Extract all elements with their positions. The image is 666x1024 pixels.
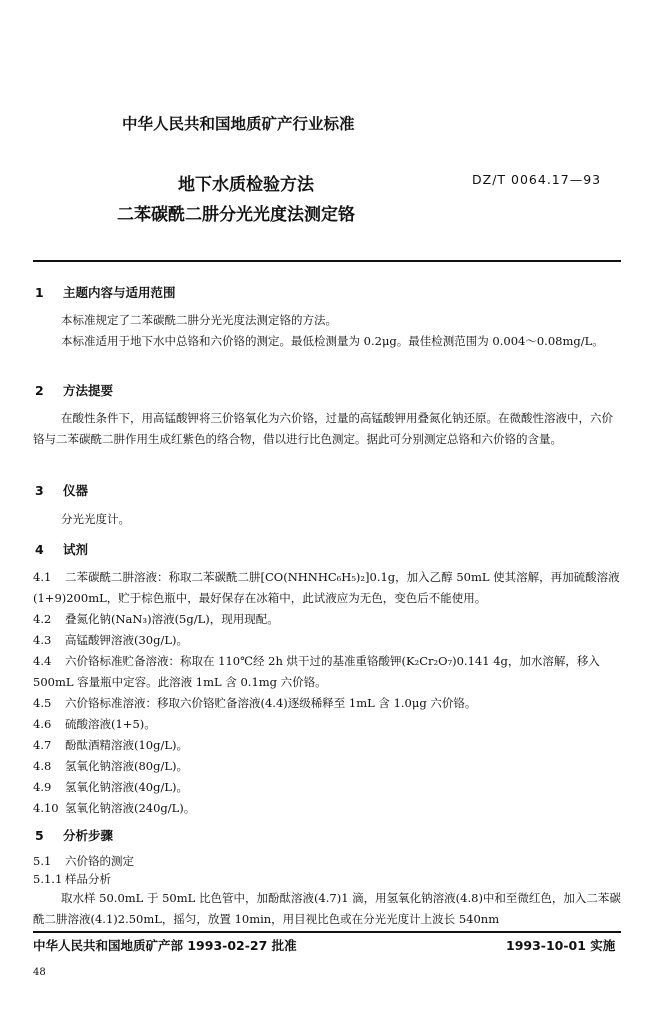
title-line-1: 地下水质检验方法 — [178, 175, 314, 195]
reagent-item: 4.4 六价铬标准贮备溶液：称取在 110℃经 2h 烘干过的基准重铬酸钾(K₂Cr₂O₇)0.141 4g，加水溶解，移入 500mL 容量瓶中定容。此溶液 1mL 含 0.1mg 六价铬。 — [33, 654, 600, 689]
reagent-item: 4.1 二苯碳酰二肼溶液：称取二苯碳酰二肼[CO(NHNHC₆H₅)₂]0.1g，加入乙醇 50mL 使其溶解，再加硫酸溶液(1+9)200mL，贮于棕色瓶中，最好保存在冰箱中，此试液应为无色，变色后不能使用。 — [33, 570, 620, 605]
section-5-para-1: 取水样 50.0mL 于 50mL 比色管中，加酚酞溶液(4.7)1 滴，用氢氧化钠溶液(4.8)中和至微红色，加入二苯碳酰二肼溶液(4.1)2.50mL，摇匀，放置 10min，用目视比色或在分光光度计上波长 540nm — [33, 891, 621, 926]
reagent-item: 4.8 氢氧化钠溶液(80g/L)。 — [33, 759, 188, 773]
reagent-item: 4.5 六价铬标准溶液：移取六价铬贮备溶液(4.4)逐级稀释至 1mL 含 1.0μg 六价铬。 — [33, 696, 477, 710]
implementation-date: 1993-10-01 实施 — [506, 938, 616, 953]
issuing-body: 中华人民共和国地质矿产行业标准 — [122, 115, 355, 133]
reagent-item: 4.2 叠氮化钠(NaN₃)溶液(5g/L)，现用现配。 — [33, 612, 279, 626]
section-1-para-2: 本标准适用于地下水中总铬和六价铬的测定。最低检测量为 0.2μg。最佳检测范围为 0.004～0.08mg/L。 — [61, 334, 604, 348]
section-2-para-1: 在酸性条件下，用高锰酸钾将三价铬氧化为六价铬，过量的高锰酸钾用叠氮化钠还原。在微酸性溶液中，六价铬与二苯碳酰二肼作用生成红紫色的络合物，借以进行比色测定。据此可分别测定总铬和六价铬的含量。 — [33, 411, 613, 446]
reagent-item: 4.9 氢氧化钠溶液(40g/L)。 — [33, 780, 188, 794]
footer-divider — [33, 931, 621, 933]
reagent-item: 4.10 氢氧化钠溶液(240g/L)。 — [33, 801, 196, 815]
page-number: 48 — [33, 967, 46, 978]
section-5-heading: 5 分析步骤 — [35, 828, 114, 843]
header-divider — [33, 260, 621, 262]
subsection-5-1: 5.1 六价铬的测定 — [33, 854, 134, 868]
section-4-heading: 4 试剂 — [35, 542, 89, 557]
standard-code: DZ/T 0064.17—93 — [472, 172, 602, 187]
section-1-para-1: 本标准规定了二苯碳酰二肼分光光度法测定铬的方法。 — [61, 313, 337, 327]
approval-note: 中华人民共和国地质矿产部 1993-02-27 批准 — [33, 938, 297, 953]
section-3-para-1: 分光光度计。 — [61, 512, 130, 526]
section-3-heading: 3 仪器 — [35, 483, 89, 498]
reagent-item: 4.3 高锰酸钾溶液(30g/L)。 — [33, 633, 188, 647]
reagent-item: 4.7 酚酞酒精溶液(10g/L)。 — [33, 738, 188, 752]
section-2-heading: 2 方法提要 — [35, 383, 114, 398]
section-1-heading: 1 主题内容与适用范围 — [35, 285, 176, 300]
title-line-2: 二苯碳酰二肼分光光度法测定铬 — [117, 205, 355, 225]
reagent-item: 4.6 硫酸溶液(1+5)。 — [33, 717, 156, 731]
subsection-5-1-1: 5.1.1 样品分析 — [33, 872, 111, 886]
